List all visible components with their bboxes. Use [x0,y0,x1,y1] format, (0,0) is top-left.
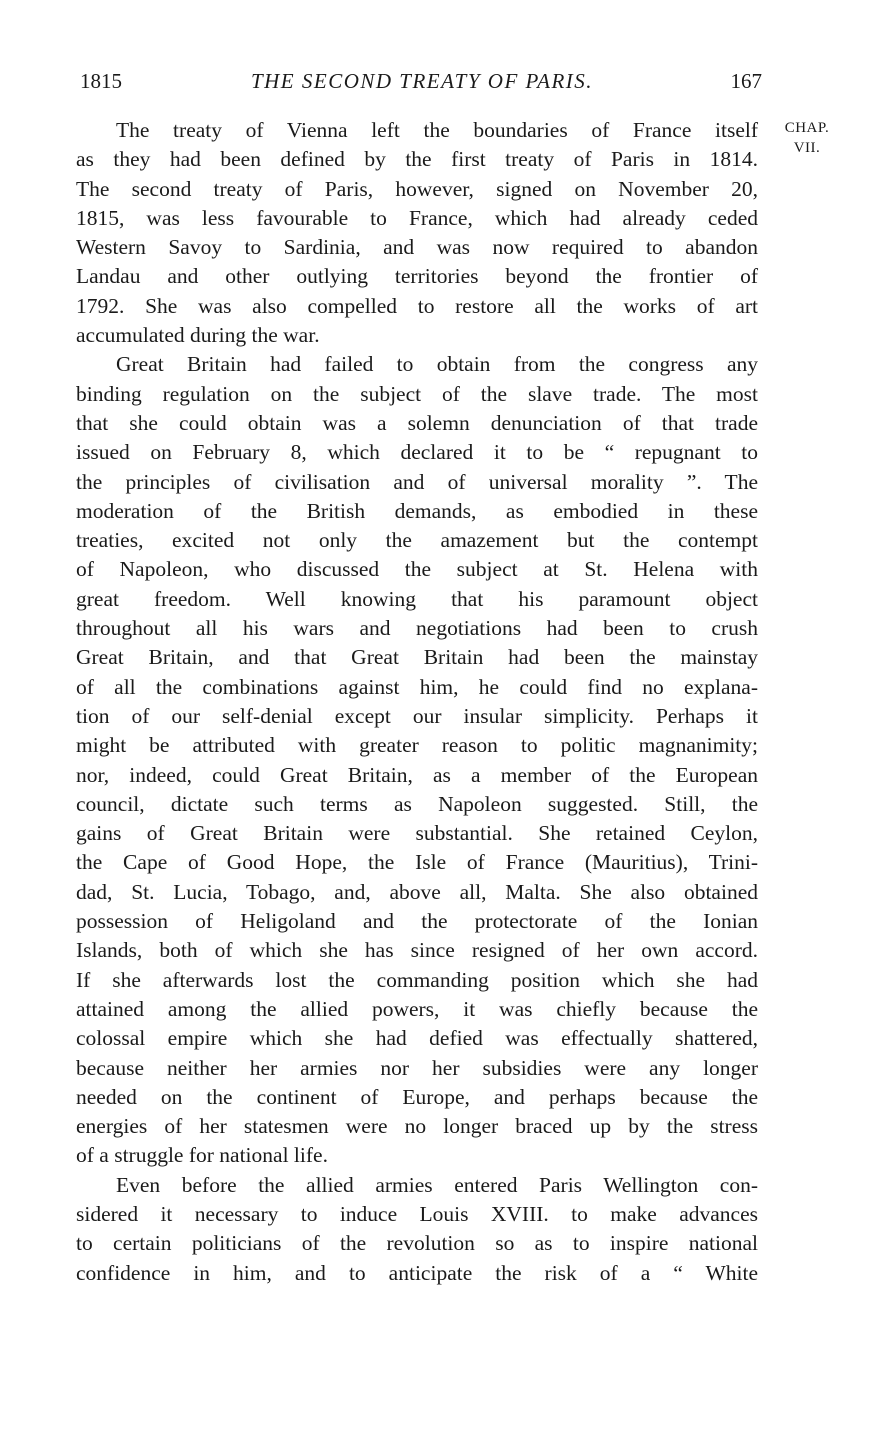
text-line: sidered it necessary to induce Louis XVIII. to make advances [76,1201,758,1226]
text-line: Western Savoy to Sardinia, and was now required to abandon [76,235,758,260]
header-year: 1815 [80,69,122,93]
text-line: that she could obtain was a solemn denunciation of that trade [76,410,758,435]
text-line: might be attributed with greater reason to politic magnanimity; [76,733,758,758]
text-line: issued on February 8, which declared it to be “ repugnant to [76,440,758,465]
text-line: The treaty of Vienna left the boundaries of France itself [116,118,758,142]
text-line: colossal empire which she had defied was effectually shattered, [76,1026,758,1051]
margin-chap-number: VII. [793,140,821,156]
text-line: of all the combinations against him, he could find no explana- [76,674,758,699]
text-line: binding regulation on the subject of the slave trade. The most [76,381,758,406]
running-header [80,66,764,96]
text-line: nor, indeed, could Great Britain, as a member of the European [76,762,758,787]
text-line: attained among the allied powers, it was chiefly because the [76,996,758,1021]
text-line: moderation of the British demands, as embodied in these [76,498,758,523]
text-line: 1792. She was also compelled to restore all the works of art [76,293,758,318]
text-line: Great Britain, and that Great Britain had been the mainstay [76,645,758,670]
text-line: to certain politicians of the revolution so as to inspire national [76,1231,758,1256]
text-line: of a struggle for national life. [76,1143,328,1168]
margin-chap-label: CHAP. [784,120,830,136]
text-line: If she afterwards lost the commanding position which she had [76,967,758,992]
text-line: gains of Great Britain were substantial. She retained Ceylon, [76,821,758,846]
body-text [76,116,758,1288]
text-line: because neither her armies nor her subsidies were any longer [76,1055,758,1080]
text-line: as they had been defined by the first treaty of Paris in 1814. [76,147,758,172]
text-line: The second treaty of Paris, however, signed on November 20, [76,176,758,201]
text-line: needed on the continent of Europe, and perhaps because the [76,1084,758,1109]
text-line: Islands, both of which she has since resigned of her own accord. [76,938,758,963]
text-line: 1815, was less favourable to France, which had already ceded [76,205,758,230]
text-line: treaties, excited not only the amazement but the contempt [76,528,758,553]
text-line: Even before the allied armies entered Paris Wellington con- [116,1172,758,1197]
chapter-margin-note [772,118,842,158]
text-line: of Napoleon, who discussed the subject at St. Helena with [76,557,758,582]
page-number: 167 [730,69,762,93]
text-line: tion of our self-denial except our insular simplicity. Perhaps it [76,703,758,728]
text-line: great freedom. Well knowing that his paramount object [76,586,758,611]
text-line: possession of Heligoland and the protectorate of the Ionian [76,909,758,934]
text-line: energies of her statesmen were no longer braced up by the stress [76,1114,758,1139]
text-line: throughout all his wars and negotiations had been to crush [76,616,758,641]
text-line: accumulated during the war. [76,323,320,348]
text-line: Great Britain had failed to obtain from the congress any [116,352,758,377]
text-line: the Cape of Good Hope, the Isle of France (Mauritius), Trini- [76,850,758,875]
header-title: THE SECOND TREATY OF PARIS. [250,69,594,93]
text-line: Landau and other outlying territories beyond the frontier of [76,264,758,289]
text-line: the principles of civilisation and of universal morality ”. The [76,469,758,494]
text-line: council, dictate such terms as Napoleon suggested. Still, the [76,791,758,816]
text-line: confidence in him, and to anticipate the risk of a “ White [76,1260,758,1285]
text-line: dad, St. Lucia, Tobago, and, above all, Malta. She also obtained [76,879,758,904]
